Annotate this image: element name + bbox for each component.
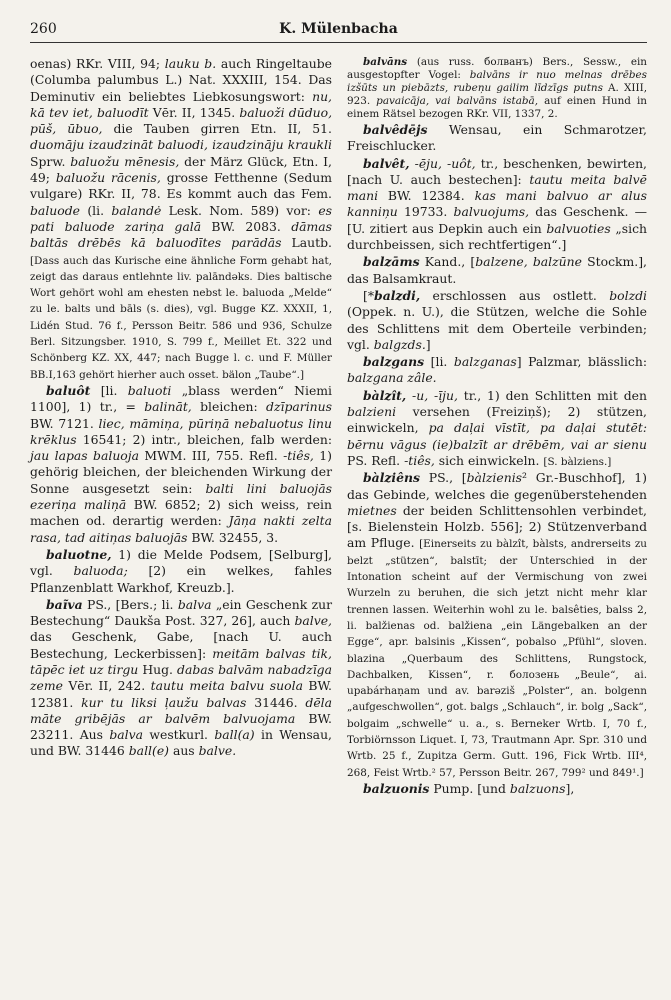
entry-text: 31446. — [246, 694, 306, 710]
etymology-note: [Dass auch das Kurische eine ähnliche Form gehabt hat, zeigt das daraus entlehnte liv. palāndəks. Dies baltische Wort gehört wohl am ehesten nebst le. baluoda „Melde“ zu le. balts und bāls (s. dies), vgl. Bugge KZ. XXXII, 1, Lidén Stud. 76 f., Persson Beitr. 586 und 936, Schulze Berl. Sitzungsber. 1910, S. 799 f., Meillet Et. 322 und Schönberg KZ. XX, 447; nach Bugge l. c. und F. Müller BB.I,163 gehört hierher auch osset. bälon „Taube“.] — [30, 254, 332, 381]
italic-text: kas mani balvuo ar alus kanniņu — [347, 188, 647, 220]
entry-text: auf einen Hund in einem Rätsel bezogen RKr. VII, 1337, 2. — [347, 95, 647, 120]
entry-headword: bàlzît, — [363, 387, 407, 403]
italic-text: balzuons — [509, 780, 566, 796]
entry-text: Lesk. Nom. 589) vor: — [161, 202, 319, 218]
italic-text: tautu meita balvē mani — [347, 171, 647, 204]
entry-text: ] Palzmar, blässlich: — [516, 354, 647, 370]
italic-text: lauku b. — [164, 56, 217, 71]
entry-text: Kand., [ — [419, 254, 476, 270]
italic-text: meitām balvas tik, tāpēc iet uz tirgu — [30, 645, 332, 677]
running-title: K. Mülenbacha — [279, 21, 398, 37]
italic-text: baluoži dūduo, pūš, ūbuo, — [30, 104, 333, 137]
etymology-note: [Einerseits zu bàlzît, bàlsts, andrerseits zu belzt „stützen“, balstīt; der Unterschied in der Intonation scheint auf der Vermischung von zwei Wurzeln zu beruhen, die sich jetzt nicht mehr klar trennen lassen. Weiterhin wohl zu le. balsêties, balss 2, li. balžienas od. balžiena „ein Längebalken an der Egge“, apr. balsinis „Kissen“, pobalso „Pfühl“, sloven. blazina „Querbaum des Schlittens, Rungstock, Dachbalken, Kissen“, r. болозень „Beule“, ai. upabárhaṇam und av. barəziš „Polster“, an. bolgenn „aufgeschwollen“, got. balgs „Schlauch“, ir. bolg „Sack“, bolgaim „schwelle“ u. a., s. Berneker Wrtb. I, 70 f., Torbiörnsson Liquet. I, 73, Trautmann Apr. Spr. 310 und Wrtb. 25 f., Zupitza Germ. Gutt. 196, Fick Wrtb. III⁴, 268, Feist Wrtb.² 57, Persson Beitr. 267, 799² und 849¹.] — [347, 538, 647, 779]
entry-headword: balzāms — [363, 254, 420, 270]
entry-text: PS. Refl. — [347, 452, 405, 468]
dictionary-entry — [347, 56, 647, 121]
entry-text: „blass werden“ Niemi 1100], 1) tr., = — [30, 382, 333, 415]
dictionary-entry — [30, 383, 332, 546]
italic-text: ball(a) — [214, 727, 255, 743]
italic-text: baluode — [30, 202, 80, 218]
etymology-note: [S. bàlziens.] — [543, 455, 612, 468]
italic-text: balti lini baluojās ezeriņa maliņā — [30, 480, 332, 513]
dictionary-entry — [347, 254, 647, 287]
italic-text: pa daļai vīstīt, pa daļai stutēt: bērnu vāgus (ie)balzīt ar drēbēm, vai ar sienu — [347, 420, 647, 452]
left-column — [30, 56, 332, 761]
entry-text: das Geschenk. — [U. zitiert aus Depkin auch ein — [347, 204, 648, 236]
entry-text: Lautb. — [281, 235, 332, 251]
entry-headword: baĩva — [46, 596, 83, 612]
entry-text: Hug. — [138, 661, 178, 677]
italic-text: balve, — [294, 613, 332, 629]
entry-headword: balzdi, — [374, 287, 421, 303]
entry-text: BW. 2083. — [201, 218, 292, 234]
entry-text: BW. 12381. — [30, 678, 332, 710]
italic-text: Jāņa nakti zelta rasa, tad aitiņas baluojās — [30, 513, 333, 545]
entry-text: (Oppek. n. U.), die Stützen, welche die Sohle des Schlittens mit dem Oberteile verbinden; vgl. — [347, 304, 647, 352]
entry-text: [li. — [90, 382, 128, 398]
italic-text: nu, kā tev iet, baluodīt — [30, 88, 332, 120]
entry-text: BW. 32455, 3. — [187, 529, 279, 545]
italic-text: baluožu rācenis, — [55, 170, 161, 186]
entry-headword: balvêdējs — [363, 122, 428, 137]
entry-text: tr., 1) den Schlitten mit den — [457, 387, 647, 403]
italic-text: dzīparinus — [266, 399, 332, 415]
italic-text: -tiês, — [404, 452, 435, 468]
entry-text: erschlossen aus ostlett. — [420, 287, 610, 303]
entry-text: BW. 23211. Aus — [30, 710, 332, 743]
entry-text: grosse Fetthenne (Sedum vulgare) RKr. II, 78. Es kommt auch das Fem. — [30, 170, 332, 202]
entry-text: (li. — [80, 202, 112, 218]
italic-text: duomāju izaudzināt baluodi, izaudzināju kraukli — [30, 137, 332, 153]
entry-text: oenas) RKr. VIII, 94; — [30, 56, 165, 71]
italic-text: balgzds. — [373, 336, 426, 352]
entry-text: Vēr. II, 242. — [62, 678, 151, 694]
italic-text: balva — [177, 596, 212, 612]
entry-text: BW. 7121. — [30, 415, 99, 431]
italic-text: pavaicāja, vai balvāns istabā, — [376, 95, 539, 107]
italic-text: -u, -īju, — [412, 387, 458, 403]
entry-text: [2) ein welkes, fahles Pflanzenblatt Warkhof, Kreuzb.]. — [30, 563, 332, 595]
dictionary-entry — [30, 56, 332, 382]
italic-text: kur tu liksi ļaužu balvas — [81, 694, 247, 710]
entry-text: 1) die Melde Podsem, [Selburg], vgl. — [30, 546, 332, 579]
italic-text: jau lapas baluoja — [30, 448, 139, 464]
entry-text: PS., [ — [420, 470, 467, 486]
entry-text: sich einwickeln. — [434, 452, 544, 468]
entry-text: Vēr. II, 1345. — [148, 104, 240, 120]
entry-headword: baluotne, — [46, 546, 112, 562]
italic-text: bàlzienis — [466, 470, 523, 486]
italic-text: balināt, — [144, 399, 192, 415]
entry-text: Wensau, ein Schmarotzer, Freischlucker. — [347, 122, 647, 154]
italic-text: -ēju, -uôt, — [414, 155, 476, 171]
italic-text: balandė — [111, 202, 162, 218]
entry-text: [* — [363, 287, 375, 303]
right-column — [347, 56, 647, 798]
italic-text: balzganas — [453, 354, 517, 370]
italic-text: baluoda; — [73, 563, 128, 579]
entry-text: 16541; 2) intr., bleichen, falb werden: — [76, 431, 332, 447]
page-number: 260 — [30, 21, 57, 37]
entry-headword: baluôt — [46, 382, 91, 398]
entry-text: PS., [Bers.; li. — [82, 596, 178, 612]
dictionary-entry — [30, 597, 332, 760]
italic-text: balvuoties — [546, 220, 611, 236]
entry-text: 1) gehörig bleichen, der bleichenden Wirkung der Sonne ausgesetzt sein: — [30, 448, 332, 496]
entry-text: die Tauben girren Etn. II, 51. — [102, 121, 332, 137]
entry-text: ] — [425, 336, 431, 352]
entry-headword: balvêt, — [363, 155, 410, 171]
running-header — [30, 20, 647, 43]
entry-text: der beiden Schlittensohlen verbindet, [s. Bielenstein Holzb. 556]; 2) Stützenverband am Pfluge. — [347, 502, 647, 551]
entry-text: ² Gr.-Buschhof], 1) das Gebinde, welches die gegenüberstehenden — [347, 470, 647, 502]
italic-text: balzieni — [347, 404, 397, 420]
dictionary-entry — [347, 122, 647, 155]
entry-text: tr., beschenken, bewirten, [nach U. auch bestechen]: — [347, 155, 647, 187]
entry-text: „ein Geschenk zur Bestechung“ Daukša Post. 327, 26], auch — [30, 596, 332, 629]
italic-text: balva — [109, 727, 144, 743]
dictionary-entry — [347, 388, 647, 469]
entry-text: BW. 12384. — [378, 188, 475, 204]
entry-text: Pump. [und — [429, 780, 510, 796]
italic-text: es pati baluode zariņa galā — [30, 202, 333, 234]
dictionary-entry — [347, 470, 647, 780]
italic-text: liec, māmiņa, pūriņā nebaluotus linu krēklus — [30, 415, 333, 447]
entry-text: versehen (Freiziņš); 2) stützen, einwickeln, — [347, 404, 647, 436]
entry-headword: bàlziêns — [363, 470, 421, 486]
italic-text: -tiês, — [283, 448, 314, 464]
italic-text: balve. — [198, 743, 237, 759]
italic-text: tautu meita balvu suola — [150, 678, 303, 694]
entry-text: in Wensau, und BW. 31446 — [30, 727, 332, 759]
italic-text: balzgana zâle. — [347, 370, 437, 386]
entry-text: aus — [169, 743, 199, 759]
italic-text: ball(e) — [128, 743, 169, 759]
entry-headword: balzgans — [363, 354, 425, 370]
entry-text: der März Glück, Etn. I, 49; — [30, 153, 332, 186]
entry-headword: balvāns — [363, 56, 408, 68]
entry-text: A. XIII, 923. — [347, 82, 647, 107]
dictionary-entry — [347, 354, 647, 387]
entry-text: auch Ringeltaube (Columba palumbus L.) Nat. XXXIII, 154. Das Deminutiv ein beliebtes Liebkosungswort: — [30, 56, 332, 104]
dictionary-entry — [347, 156, 647, 254]
italic-text: bolzdi — [609, 287, 647, 303]
entry-text: Stockm.], das Balsamkraut. — [347, 254, 647, 286]
entry-text: Sprw. — [30, 153, 71, 169]
entry-text: bleichen: — [191, 399, 267, 415]
italic-text: mietnes — [347, 502, 397, 518]
italic-text: dēla māte gribējās ar balvēm balvuojama — [30, 694, 333, 726]
italic-text: balvāns ir nuo melnas drēbes izšūts un piebāzts, rubeņu gailim līdzīgs putns — [347, 69, 647, 94]
dictionary-entry — [347, 781, 647, 797]
entry-headword: balzuonis — [363, 780, 430, 796]
italic-text: baluožu mēnesis, — [70, 153, 180, 169]
italic-text: baluoti — [127, 382, 172, 398]
dictionary-entry — [347, 288, 647, 353]
italic-text: dabas balvām nabadzīga zeme — [30, 661, 332, 694]
entry-text: BW. 6852; 2) sich weiss, rein machen od. derartig werden: — [30, 497, 332, 529]
italic-text: balvuojums, — [453, 204, 530, 220]
entry-text: ], — [565, 780, 575, 796]
italic-text: dāmas baltās drēbēs kā baluodītes parādās — [30, 218, 333, 251]
entry-text: [li. — [424, 354, 454, 370]
entry-text: (aus russ. болванъ) Bers., Sessw., ein ausgestopfter Vogel: — [347, 56, 647, 81]
entry-text: MWM. III, 755. Refl. — [138, 448, 284, 464]
italic-text: balzene, balzūne — [475, 254, 582, 270]
entry-text: „sich durchbeissen, sich rechtfertigen“.] — [347, 220, 647, 253]
dictionary-entry — [30, 547, 332, 596]
entry-text: westkurl. — [143, 727, 215, 743]
entry-text: das Geschenk, Gabe, [nach U. auch Bestechung, Leckerbissen]: — [30, 629, 332, 661]
entry-text: 19733. — [397, 204, 454, 220]
